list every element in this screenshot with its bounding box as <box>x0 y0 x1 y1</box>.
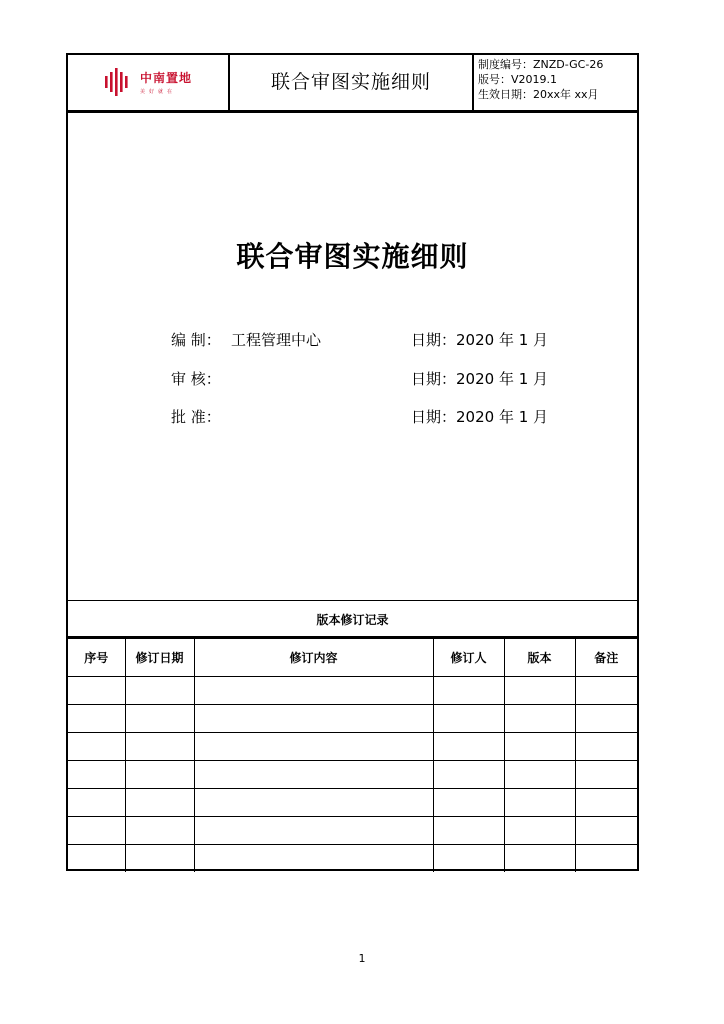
company-name: 中南置地 <box>140 71 193 85</box>
table-cell <box>125 789 194 817</box>
table-cell <box>125 845 194 873</box>
table-cell <box>504 705 575 733</box>
page-title: 联合审图实施细则 <box>236 240 469 273</box>
table-cell <box>194 817 433 845</box>
table-cell <box>68 733 125 761</box>
revision-record-title: 版本修订记录 <box>68 600 637 638</box>
table-cell <box>68 845 125 873</box>
signature-label: 审 核： <box>171 370 221 388</box>
header-meta <box>474 57 637 102</box>
table-cell <box>68 705 125 733</box>
logo-text <box>140 69 192 95</box>
table-cell <box>68 817 125 845</box>
table-cell <box>433 761 504 789</box>
table-row <box>68 789 637 817</box>
table-cell <box>194 733 433 761</box>
table-cell <box>433 845 504 873</box>
logo-cell <box>68 55 230 110</box>
revision-table-header <box>68 639 637 677</box>
table-cell <box>433 705 504 733</box>
table-row <box>68 761 637 789</box>
signature-date: 日期：2020 年 1 月 <box>411 408 549 426</box>
signature-date: 日期：2020 年 1 月 <box>411 331 549 349</box>
signature-value: 工程管理中心 <box>231 331 322 349</box>
table-cell <box>194 677 433 705</box>
table-row <box>68 733 637 761</box>
column-header-version: 版本 <box>504 639 575 677</box>
column-header-date: 修订日期 <box>125 639 194 677</box>
table-cell <box>575 705 637 733</box>
table-cell <box>504 761 575 789</box>
table-cell <box>68 789 125 817</box>
table-cell <box>125 761 194 789</box>
table-row <box>68 677 637 705</box>
column-header-reviser: 修订人 <box>433 639 504 677</box>
table-cell <box>504 733 575 761</box>
signature-label: 编 制： <box>171 331 221 349</box>
table-cell <box>433 677 504 705</box>
company-slogan: 美好就在 <box>140 89 177 95</box>
table-cell <box>125 733 194 761</box>
column-header-content: 修订内容 <box>194 639 433 677</box>
column-header-index: 序号 <box>68 639 125 677</box>
page-number: 1 <box>358 952 366 965</box>
signature-label: 批 准： <box>171 408 221 426</box>
table-cell <box>504 789 575 817</box>
table-cell <box>68 677 125 705</box>
table-cell <box>194 761 433 789</box>
table-cell <box>433 733 504 761</box>
table-cell <box>194 705 433 733</box>
signature-date: 日期：2020 年 1 月 <box>411 370 549 388</box>
effective-date: 生效日期：20xx年 xx月 <box>478 88 599 101</box>
header-title: 联合审图实施细则 <box>230 55 474 110</box>
revision-table-body <box>68 677 637 873</box>
document-header <box>66 53 639 112</box>
table-cell <box>504 845 575 873</box>
company-logo-icon <box>104 68 134 96</box>
table-row <box>68 705 637 733</box>
table-cell <box>194 789 433 817</box>
table-cell <box>194 845 433 873</box>
table-cell <box>504 677 575 705</box>
table-row <box>68 845 637 873</box>
table-cell <box>125 817 194 845</box>
column-header-remarks: 备注 <box>575 639 637 677</box>
table-cell <box>433 789 504 817</box>
table-row <box>68 817 637 845</box>
table-cell <box>575 677 637 705</box>
document-body <box>66 111 639 871</box>
table-cell <box>575 733 637 761</box>
version-number: 版号：V2019.1 <box>478 73 558 86</box>
table-cell <box>575 761 637 789</box>
table-cell <box>504 817 575 845</box>
table-cell <box>433 817 504 845</box>
table-cell <box>125 677 194 705</box>
table-cell <box>575 845 637 873</box>
table-cell <box>575 817 637 845</box>
regulation-code: 制度编号：ZNZD-GC-26 <box>478 58 604 71</box>
table-cell <box>68 761 125 789</box>
table-cell <box>125 705 194 733</box>
table-cell <box>575 789 637 817</box>
revision-table <box>68 638 637 872</box>
